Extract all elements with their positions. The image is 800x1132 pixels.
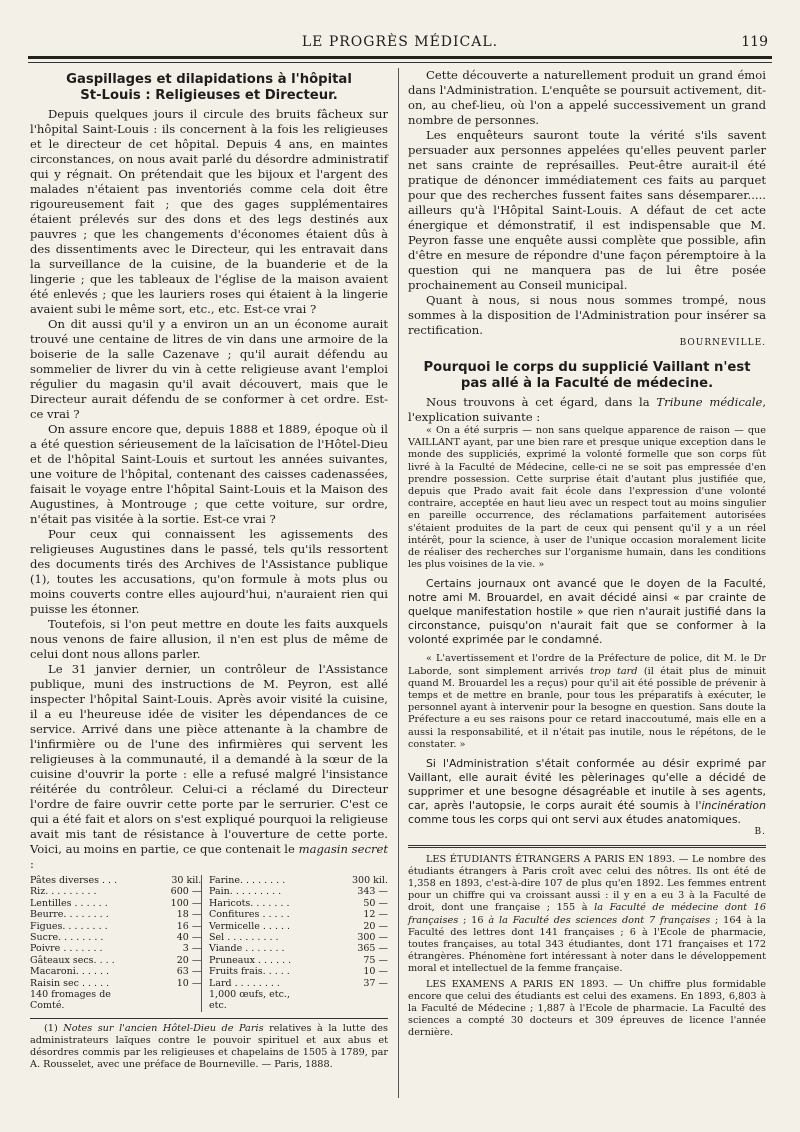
italic-phrase: la Faculté de médecine dont 16 françaises (408, 902, 767, 926)
footnote-number: (1) (44, 1022, 64, 1034)
inventory-item: Poivre . . . . . . . (30, 943, 103, 955)
signature-b: B. (754, 827, 766, 838)
inventory-row (30, 886, 388, 897)
right-column (408, 68, 766, 1039)
article-title-vaillant (408, 360, 766, 392)
inventory-item: Viande . . . . . . . (209, 943, 285, 955)
inventory-item: Beurre. . . . . . . . (30, 909, 109, 921)
paragraph: Quant à nous, si nous nous sommes trompé, nous sommes à la disposition de l'Administration pour insérer sa rectification. (408, 293, 766, 337)
inventory-divider (202, 921, 209, 932)
inventory-item: Pain. . . . . . . . . (209, 886, 282, 898)
inventory-divider (202, 955, 209, 966)
news-text: ; 16 (458, 914, 489, 926)
page-header (28, 34, 772, 54)
paragraph-text-end: comme tous les corps qui ont servi aux études anatomiques. (408, 813, 741, 827)
inventory-qty: 40 — (176, 932, 202, 944)
title-line-1: Gaspillages et dilapidations à l'hôpital (66, 72, 352, 87)
inventory-row (30, 898, 388, 909)
inventory-divider (202, 978, 209, 989)
footnote-text: relatives à la lutte des administrateurs laïques contre le pouvoir spirituel et aux abus et désordres commis par les religieuses et chapelains de 1505 à 1789, par A. Rousselet, avec une préface de Bourneville. — Paris, 1888. (30, 1022, 389, 1070)
paragraph-text: Si l'Administration s'était conformée au désir exprimé par Vaillant, elle aurait évité les pèlerinages qu'elle a décidé de supprimer et une besogne désagréable et inutile à ses agents, car, après l'autopsie, le corps aurait été soumis à l' (408, 757, 766, 813)
inventory-item: 1,000 œufs, etc., etc. (209, 989, 290, 1012)
title-line-2: pas allé à la Faculté de médecine. (460, 376, 714, 391)
paragraph: Toutefois, si l'on peut mettre en doute les faits auxquels nous venons de faire allusion, il n'en est plus de même de celui dont nous allons parler. (30, 617, 388, 661)
inventory-qty: 10 — (363, 966, 388, 978)
inventory-qty: 3 — (182, 943, 202, 955)
italic-word: incinération (701, 799, 766, 813)
left-column (30, 68, 388, 1071)
inventory-row (30, 921, 388, 932)
journal-name: Tribune médicale (656, 395, 763, 409)
news-heading: LES ÉTUDIANTS ÉTRANGERS A PARIS EN 1893. (426, 854, 676, 866)
inventory-qty: 100 — (170, 897, 202, 909)
inventory-qty: 18 — (176, 909, 202, 921)
inventory-qty: 16 — (176, 920, 202, 932)
quote-block (408, 425, 766, 571)
inventory-row (30, 943, 388, 954)
title-line-1: Pourquoi le corps du supplicié Vaillant n'est (423, 360, 751, 375)
inventory-divider (202, 943, 209, 954)
inventory-item: Confitures . . . . . (209, 909, 290, 921)
intro-text: Nous trouvons à cet égard, dans la (426, 395, 657, 409)
inventory-divider (202, 966, 209, 977)
quote-paragraph (408, 653, 766, 751)
inventory-item: Sel . . . . . . . . . (209, 932, 279, 944)
header-rule-thin (28, 62, 772, 63)
inventory-qty: 50 — (363, 897, 388, 909)
quote-block (408, 653, 766, 751)
inventory-qty: 10 — (176, 977, 202, 989)
inventory-divider (202, 909, 209, 920)
inventory-qty: 343 — (357, 886, 388, 898)
inventory-item: Haricots. . . . . . . (209, 897, 290, 909)
footnote-rule (30, 1018, 388, 1019)
inventory-row (30, 875, 388, 886)
column-divider (398, 68, 399, 1098)
inventory-row (30, 932, 388, 943)
inventory-item: Fruits frais. . . . . (209, 966, 290, 978)
italic-phrase: à la Faculté des sciences dont 7 françaises (488, 914, 711, 926)
inventory-qty: 37 — (363, 977, 388, 989)
title-line-2: St-Louis : Religieuses et Directeur. (80, 88, 338, 103)
inventory-item: 140 fromages de Comté. (30, 989, 111, 1012)
intro-text-end: , l'explication suivante : (408, 395, 767, 424)
inventory-qty: 300 kil. (351, 875, 388, 886)
paragraph: Depuis quelques jours il circule des bruits fâcheux sur l'hôpital Saint-Louis : ils concernent à la fois les religieuses et le directeur de cet hôpital. Depuis 4 ans, en maintes circonstances, on nous avait parlé du désordre administratif qui y régnait. On prétendait que les bijoux et l'argent des malades n'étaient pas inventoriés comme cela doit être rigoureusement fait ; que des gages supplémentaires étaient prélevés sur des dons et des legs destinés aux pauvres ; que les changements d'économes étaient dûs à des dissentiments avec le Directeur, qui les entravait dans la surveillance de la cuisine, de la buanderie et de la lingerie ; que les tableaux de l'église de la maison avaient été enlevés ; que les lauriers roses qui étaient à la lingerie avaient subi le même sort, etc., etc. Est-ce vrai ? (30, 107, 388, 316)
news-section (408, 854, 766, 1039)
inventory-qty: 75 — (363, 954, 388, 966)
quote-text: « L'avertissement et l'ordre de la Préfecture de police, dit M. le Dr Laborde, sont simplement arrivés (408, 653, 766, 677)
inventory-qty: 300 — (357, 932, 388, 944)
italic-phrase: magasin secret (298, 842, 389, 856)
header-rule-thick (28, 56, 772, 59)
inventory-item: Gâteaux secs. . . . (30, 954, 115, 966)
inventory-item: Riz. . . . . . . . . (30, 886, 97, 898)
paragraph: Les enquêteurs sauront toute la vérité s'ils savent persuader aux personnes appelées qu'elles peuvent parler net sans crainte de représailles. Peut-être aurait-il été pratique de dénoncer immédiatement ces faits au parquet pour que des recherches fussent faites sans désemparer..... ailleurs qu'à l'Hôpital Saint-Louis. A défaut de cet acte énergique et démonstratif, il est indispensable que M. Peyron fasse une enquête aussi complète que possible, afin d'être en mesure de répondre d'une façon péremptoire à la question qui ne manquera pas de lui être posée prochainement au Conseil municipal. (408, 128, 766, 292)
page-number: 119 (741, 34, 768, 50)
paragraph: Cette découverte a naturellement produit un grand émoi dans l'Administration. L'enquête se poursuit activement, dit-on, au chef-lieu, où l'on a appelé successivement un grand nombre de personnes. (408, 68, 766, 127)
running-title: LE PROGRÈS MÉDICAL. (301, 34, 499, 50)
inventory-qty: 600 — (170, 886, 202, 898)
inventory-qty: 20 — (176, 954, 202, 966)
news-item (408, 854, 766, 975)
paragraph-end: : (30, 857, 34, 871)
paragraph: On dit aussi qu'il y a environ un an un économe aurait trouvé une centaine de litres de vin dans une armoire de la boiserie de la salle Cazenave ; qu'il aurait défendu au sommelier de livrer du vin à cette religieuse avant l'emploi régulier du magasin qu'il avait découvert, mais que le Directeur aurait défendu de se conformer à cet ordre. Est-ce vrai ? (30, 317, 388, 421)
inventory-divider (202, 989, 209, 1012)
inventory-row (30, 909, 388, 920)
paragraph (408, 757, 766, 827)
news-text: ; 164 à la Faculté des lettres dont 141 françaises ; 6 à l'Ecole de pharmacie, toutes françaises, au total 343 étudiantes, dont 171 françaises et 172 étrangères. Phénomène fort intéressant à noter dans le développement moral et intellectuel de la femme française. (408, 914, 766, 974)
quote-paragraph: « On a été surpris — non sans quelque apparence de raison — que VAILLANT ayant, par une bien rare et presque unique exception dans le monde des suppliciés, exprimé la volonté formelle que son corps fût livré à la Faculté de Médecine, celle-ci ne se soit pas empressée d'en prendre possession. Cette surprise était d'autant plus justifiée que, depuis que Prado avait fait école dans l'expression d'une volonté contraire, acceptée en haut lieu avec un respect tout au moins singulier en pareille occurrence, des réclamations parfaitement autorisées s'étaient produites de la part de ceux qui pensent qu'il y a un réel intérêt, pour la science, à user de l'unique occasion moralement licite de réaliser des recherches sur l'organisme humain, dans les conditions les plus voisines de la vie. » (408, 425, 766, 571)
inventory-qty: 365 — (357, 943, 388, 955)
italic-phrase: trop tard (590, 665, 638, 677)
news-text: — Le nombre des étudiants étrangers à Paris croît avec celui des nôtres. Ils ont été de 1,358 en 1893, c'est-à-dire 107 de plus qu'en 1892. Les femmes entrent pour un chiffre qui va croissant aussi : il y en a eu 3 à la Faculté de droit, dont une française ; 155 à (408, 854, 766, 914)
inventory-item: Pruneaux . . . . . . (209, 954, 292, 966)
inventory-row (30, 978, 388, 989)
inventory-divider (202, 886, 209, 897)
inventory-item: Raisin sec . . . . . (30, 977, 110, 989)
inventory-qty (123, 989, 202, 1012)
inventory-row (30, 989, 388, 1012)
inventory-table (30, 875, 388, 1012)
inventory-item: Vermicelle . . . . . (209, 920, 291, 932)
news-text: — Un chiffre plus formidable encore que celui des étudiants est celui des examens. En 1893, 6,803 à la Faculté de Médecine ; 1,887 à l'Ecole de pharmacie. La Faculté des sciences a compté 30 docteurs et 309 épreuves de licence l'année dernière. (408, 979, 766, 1039)
news-heading: LES EXAMENS A PARIS EN 1893. (426, 979, 608, 990)
quote-text-end: (il était plus de minuit quand M. Brouardel les a reçus) pour qu'il ait été possible de prévenir à temps et de mettre en branle, pour tous les préparatifs à exécuter, le personnel ayant à intervenir pour la besogne en question. Sans doute la Préfecture a eu ses raisons pour ce retard inaccoutumé, mais elle en a aussi la responsabilité, et il n'était pas inutile, nous le répétons, de le constater. » (408, 665, 766, 750)
inventory-item: Figues. . . . . . . . (30, 920, 108, 932)
inventory-qty: 30 kil. (171, 875, 202, 886)
inventory-qty (302, 989, 388, 1012)
footnote (30, 1023, 388, 1071)
inventory-divider (202, 932, 209, 943)
signature-bourneville: BOURNEVILLE. (679, 338, 766, 348)
article-title-gaspillages (30, 72, 388, 104)
inventory-qty: 20 — (363, 920, 388, 932)
paragraph (30, 662, 388, 872)
inventory-row (30, 955, 388, 966)
inventory-item: Sucre. . . . . . . . (30, 932, 104, 944)
inventory-item: Lentilles . . . . . . (30, 897, 108, 909)
inventory-qty: 63 — (176, 966, 202, 978)
paragraph: On assure encore que, depuis 1888 et 1889, époque où il a été question sérieusement de la laïcisation de l'Hôtel-Dieu et de l'hôpital Saint-Louis et surtout les années suivantes, une voiture de l'hôpital, contenant des caisses cadenassées, faisait le voyage entre l'hôpital Saint-Louis et la Maison des Augustines, à Montrouge ; que cette voiture, sur ordre, n'était pas visitée à la sortie. Est-ce vrai ? (30, 422, 388, 526)
inventory-divider (202, 898, 209, 909)
inventory-row (30, 966, 388, 977)
paragraph-text: Le 31 janvier dernier, un contrôleur de l'Assistance publique, muni des instructions de M. Peyron, est allé inspecter l'hôpital Saint-Louis. Après avoir visité la cuisine, il a eu l'heureuse idée de visiter les dépendances de ce service. Arrivé dans une pièce attenante à la chambre de l'infirmière ou de l'une des infirmières qui servent les religieuses à la communauté, il a demandé à la sœur de la cuisine d'ouvrir la porte : elle a refusé malgré l'insistance réitérée du contrôleur. Celui-ci a réclamé du Directeur l'ordre de faire ouvrir cette porte par le serrurier. C'est ce qui a été fait et alors on s'est expliqué pourquoi la religieuse avait mis tant de résistance à l'ouverture de cette porte. Voici, au moins en partie, ce que contenait le (30, 662, 388, 856)
inventory-item: Pâtes diverses . . . (30, 875, 118, 886)
inventory-qty: 12 — (363, 909, 388, 921)
intro-paragraph (408, 395, 766, 425)
paragraph: Certains journaux ont avancé que le doyen de la Faculté, notre ami M. Brouardel, en avait décidé ainsi « par crainte de quelque manifestation hostile » que rien n'aurait justifié dans la circonstance, puisqu'on n'aurait fait que se conformer à la volonté exprimée par le condamné. (408, 577, 766, 647)
inventory-item: Farine. . . . . . . . (209, 875, 286, 886)
footnote-title: Notes sur l'ancien Hôtel-Dieu de Paris (63, 1022, 264, 1034)
news-rule (408, 845, 766, 848)
inventory-item: Macaroni. . . . . . (30, 966, 110, 978)
paragraph: Pour ceux qui connaissent les agissements des religieuses Augustines dans le passé, tels qu'ils ressortent des documents tirés des Archives de l'Assistance publique (1), toutes les accusations, qu'on formule à mots plus ou moins couverts contre elles aujourd'hui, n'auraient rien qui puisse les étonner. (30, 527, 388, 616)
inventory-divider (202, 875, 209, 886)
news-item (408, 979, 766, 1039)
inventory-item: Lard . . . . . . . . (209, 977, 280, 989)
